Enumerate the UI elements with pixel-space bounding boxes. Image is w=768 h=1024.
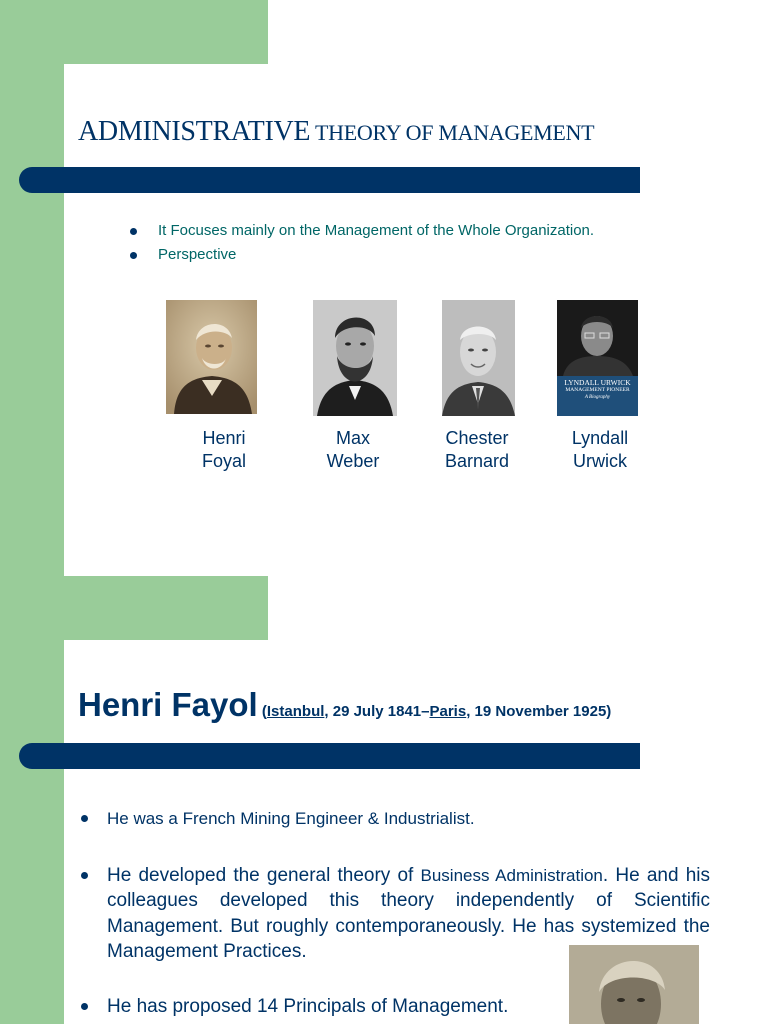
last-name: Weber xyxy=(326,451,380,471)
bullet-item xyxy=(130,245,594,269)
bullet-text: It Focuses mainly on the Management of the Whole Organization. xyxy=(158,222,595,239)
paren-open: ( xyxy=(257,703,267,720)
person-name-max-weber xyxy=(308,427,398,473)
portrait-henri-fayol xyxy=(166,300,257,414)
bullet-list xyxy=(130,221,594,269)
book-tag: A Biography xyxy=(584,395,611,400)
green-top-band xyxy=(0,576,268,640)
slide-title xyxy=(78,116,594,148)
last-name: Foyal xyxy=(201,451,246,471)
bullet-text: He has proposed 14 Principals of Management. xyxy=(107,995,509,1017)
portrait-max-weber xyxy=(313,300,397,416)
last-name: Urwick xyxy=(573,451,627,471)
slide2-heading xyxy=(78,686,611,724)
birth-place-link[interactable]: Istanbul xyxy=(266,703,325,720)
green-top-band xyxy=(0,0,268,64)
person-name-chester-barnard xyxy=(432,427,522,473)
title-word-administrative: ADMINISTRATIVE xyxy=(78,116,311,147)
death-date: , 19 November 1925) xyxy=(466,703,612,720)
bullet-dot-icon xyxy=(81,1003,88,1010)
green-side-band xyxy=(0,576,64,1024)
bullet-item xyxy=(78,806,710,832)
portrait-chester-barnard xyxy=(442,300,515,416)
green-side-band xyxy=(0,0,64,576)
bullet-dot-icon xyxy=(81,815,88,822)
birth-date: , 29 July 1841– xyxy=(324,703,430,720)
person-name-lyndall-urwick xyxy=(555,427,645,473)
bullet-text: He was a French Mining Engineer & Industrialist. xyxy=(107,809,475,828)
person-name-henri-foyal xyxy=(179,427,269,473)
bullet-dot-icon xyxy=(81,872,88,879)
first-name: Max xyxy=(335,428,370,448)
bullet-text: Perspective xyxy=(158,246,237,263)
first-name: Chester xyxy=(445,428,509,448)
death-place-link[interactable]: Paris xyxy=(429,703,467,720)
bullet-dot-icon xyxy=(130,252,137,259)
first-name: Henri xyxy=(202,428,246,448)
bullet-text: . He and his colleagues developed this theory independently of Scientific Management. But roughly contemporaneously. He has systemized the Management Practices. xyxy=(107,864,710,962)
book-title: LYNDALL URWICK xyxy=(564,378,631,387)
first-name: Lyndall xyxy=(571,428,629,448)
bullet-item xyxy=(130,221,594,245)
title-bar xyxy=(19,167,640,193)
person-name: Henri Fayol xyxy=(78,686,258,723)
bullet-text-term: Business Administration xyxy=(420,865,603,885)
book-cover-lyndall-urwick xyxy=(557,300,638,416)
bullet-text: He developed the general theory of xyxy=(107,864,421,886)
book-subtitle: MANAGEMENT PIONEER xyxy=(565,387,630,393)
bullet-dot-icon xyxy=(130,228,137,235)
last-name: Barnard xyxy=(444,451,510,471)
photo-henri-fayol xyxy=(569,942,699,1024)
heading-bar xyxy=(19,743,640,769)
title-rest: THEORY OF MANAGEMENT xyxy=(310,120,595,145)
